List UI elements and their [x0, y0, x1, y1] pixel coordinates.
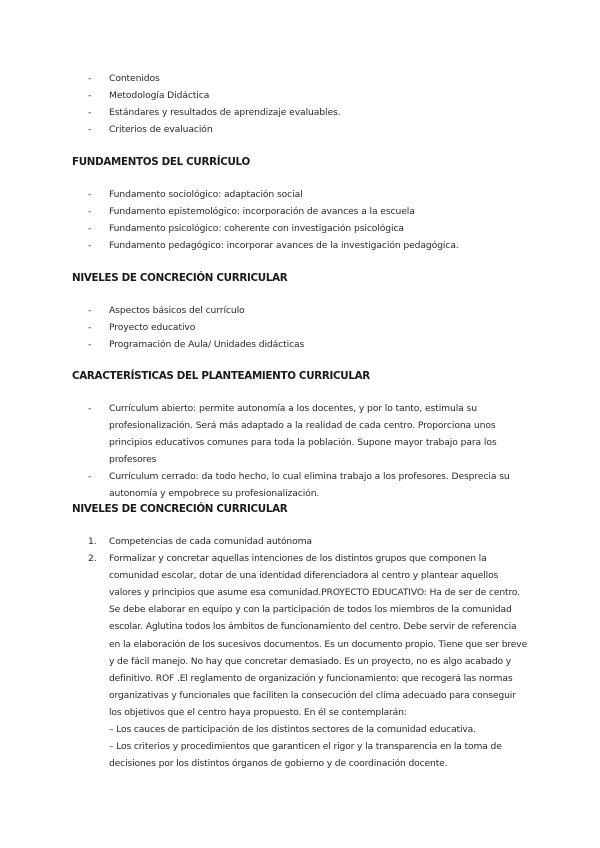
list-item: - Currículum abierto: permite autonomía a los docentes, y por lo tanto, estimula su profesionalización. Será más adaptado a la realidad de cada centro. Proporciona unos principios educativos comunes para toda la población. Supone mayor trabajo para los profesores — [88, 400, 528, 468]
dash-bullet: - — [88, 322, 92, 333]
dash-bullet: - — [88, 223, 92, 234]
niveles-numbered-list — [88, 533, 528, 772]
dash-bullet: - — [88, 90, 92, 101]
dash-bullet: - — [88, 471, 92, 482]
list-item: - Fundamento epistemológico: incorporación de avances a la escuela — [88, 203, 459, 220]
dash-bullet: - — [88, 189, 92, 200]
list-number: 1. — [88, 536, 97, 547]
list-item: - Metodología Didáctica — [88, 87, 341, 104]
list-item: - Programación de Aula/ Unidades didácticas — [88, 336, 304, 353]
dash-bullet: - — [88, 339, 92, 350]
list-item: - Aspectos básicos del currículo — [88, 302, 304, 319]
dash-bullet: - — [88, 73, 92, 84]
dash-bullet: - — [88, 403, 92, 414]
section-heading-caracteristicas: CARACTERÍSTICAS DEL PLANTEAMIENTO CURRICULAR — [72, 370, 370, 382]
section-heading-fundamentos: FUNDAMENTOS DEL CURRÍCULO — [72, 156, 250, 168]
sub-point: – Los cauces de participación de los distintos sectores de la comunidad educativa. — [109, 724, 476, 736]
list-item: - Fundamento psicológico: coherente con investigación psicológica — [88, 220, 459, 237]
section-heading-niveles: NIVELES DE CONCRECIÓN CURRICULAR — [72, 272, 288, 284]
list-item: - Proyecto educativo — [88, 319, 304, 336]
list-item: - Estándares y resultados de aprendizaje evaluables. — [88, 104, 341, 121]
list-item: - Contenidos — [88, 70, 341, 87]
list-item: - Fundamento pedagógico: incorporar avances de la investigación pedagógica. — [88, 237, 459, 254]
caracteristicas-list — [88, 400, 528, 502]
dash-bullet: - — [88, 240, 92, 251]
list-item: - Fundamento sociológico: adaptación social — [88, 186, 459, 203]
intro-list — [88, 70, 341, 138]
list-item: 1. Competencias de cada comunidad autónoma — [88, 533, 528, 550]
list-item: - Criterios de evaluación — [88, 121, 341, 138]
niveles-list — [88, 302, 304, 353]
dash-bullet: - — [88, 124, 92, 135]
list-number: 2. — [88, 553, 97, 565]
list-item: - Currículum cerrado: da todo hecho, lo cual elimina trabajo a los profesores. Desprecia su autonomía y empobrece su profesionalización. — [88, 468, 528, 502]
fundamentos-list — [88, 186, 459, 254]
dash-bullet: - — [88, 206, 92, 217]
dash-bullet: - — [88, 107, 92, 118]
section-heading-niveles-2: NIVELES DE CONCRECIÓN CURRICULAR — [72, 503, 288, 515]
list-item: 2. Formalizar y concretar aquellas intenciones de los distintos grupos que componen la comunidad escolar, dotar de una identidad diferenciadora al centro y plantear aquellos valores y principios que asume esa comunidad.PROYECTO EDUCATIVO: Ha de ser de centro. Se debe elaborar en equipo y con la participación de todos los miembros de la comunidad escolar. Aglutina todos los ámbitos de funcionamiento del centro. Debe servir de referencia en la elaboración de los sucesivos documentos. Es un documento propio. Tiene que ser breve y de fácil manejo. No hay que concretar demasiado. Es un proyecto, no es algo acabado y definitivo. ROF .El reglamento de organización y funcionamiento: que recogerá las normas organizativas y funcionales que faciliten la consecución del clima adecuado para conseguir los objetivos que el centro haya propuesto. En él se contemplarán: – Los cauces de participación de los distintos sectores de la comunidad educativa. – Los criterios y procedimientos que garanticen el rigor y la transparencia en la toma de decisiones por los distintos órganos de gobierno y de coordinación docente. — [88, 550, 528, 772]
dash-bullet: - — [88, 305, 92, 316]
sub-point: – Los criterios y procedimientos que garanticen el rigor y la transparencia en la toma de decisiones por los distintos órganos de gobierno y de coordinación docente. — [109, 741, 502, 770]
